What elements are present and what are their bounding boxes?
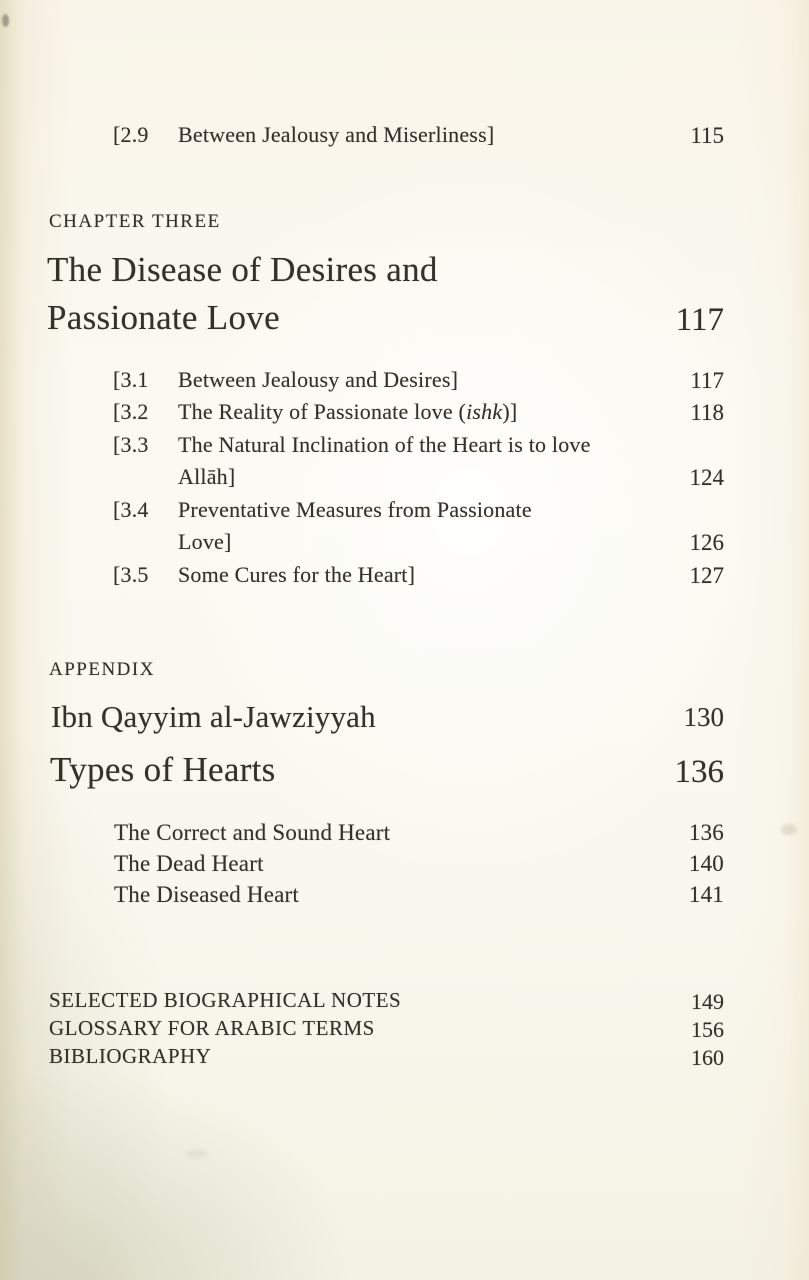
heart-entry-page: 136 — [688, 820, 724, 845]
toc-entry-3-2-title-pre: The Reality of Passionate love ( — [178, 399, 467, 424]
toc-entry-3-2-title — [178, 401, 517, 423]
toc-entry-3-5-page: 127 — [689, 563, 724, 588]
toc-entry-3-4-title-line-1: Preventative Measures from Passionate — [178, 497, 532, 522]
back-matter-title: SELECTED BIOGRAPHICAL NOTES — [49, 988, 402, 1012]
heart-entry-title: The Dead Heart — [114, 851, 264, 876]
toc-entry-2-9-title: Between Jealousy and Miserliness] — [178, 122, 495, 147]
appendix-title: Ibn Qayyim al-Jawziyyah — [51, 699, 376, 734]
toc-entry-3-5-title: Some Cures for the Heart] — [178, 562, 416, 587]
heart-entry-title: The Diseased Heart — [114, 882, 299, 907]
toc-entry-3-3-page: 124 — [689, 465, 724, 490]
toc-entry-2-9-number: [2.9 — [113, 122, 149, 147]
chapter-three-page: 117 — [675, 302, 724, 338]
chapter-three-title-line-2: Passionate Love — [47, 298, 280, 337]
back-matter-page: 156 — [691, 1017, 724, 1042]
back-matter-page: 160 — [691, 1045, 724, 1070]
toc-entry-3-4-page: 126 — [689, 530, 724, 555]
toc-entry-3-2-title-italic-term: ishk — [466, 399, 503, 424]
toc-entry-3-4-number: [3.4 — [113, 497, 149, 522]
back-matter-page: 149 — [691, 989, 724, 1014]
toc-entry-2-9-page: 115 — [690, 123, 724, 148]
toc-entry-3-3-title-line-1: The Natural Inclination of the Heart is to love — [178, 432, 591, 457]
types-of-hearts-title: Types of Hearts — [50, 750, 276, 789]
appendix-label: APPENDIX — [49, 659, 155, 680]
heart-entry-title: The Correct and Sound Heart — [114, 820, 391, 845]
scan-speck — [186, 1150, 208, 1158]
toc-entry-3-5-number: [3.5 — [113, 562, 149, 587]
toc-entry-3-1-number: [3.1 — [113, 367, 149, 392]
toc-entry-3-2-title-post: )] — [502, 399, 518, 424]
toc-entry-3-2-page: 118 — [690, 400, 724, 425]
appendix-page: 130 — [683, 702, 724, 732]
back-matter-title: BIBLIOGRAPHY — [49, 1044, 212, 1068]
heart-entry-page: 141 — [688, 882, 724, 907]
types-of-hearts-page: 136 — [674, 754, 724, 790]
chapter-three-label: CHAPTER THREE — [49, 211, 221, 232]
toc-entry-3-3-title-line-2: Allāh] — [178, 464, 236, 489]
back-matter-title: GLOSSARY FOR ARABIC TERMS — [49, 1016, 375, 1040]
toc-entry-3-3-number: [3.3 — [113, 432, 149, 457]
toc-entry-3-2-number: [3.2 — [113, 399, 149, 424]
toc-entry-3-1-title: Between Jealousy and Desires] — [178, 367, 459, 392]
scan-speck — [781, 824, 797, 835]
scan-speck — [2, 14, 9, 27]
heart-entry-page: 140 — [688, 851, 724, 876]
chapter-three-title-line-1: The Disease of Desires and — [47, 250, 438, 289]
toc-entry-3-1-page: 117 — [690, 368, 724, 393]
toc-entry-3-4-title-line-2: Love] — [178, 529, 232, 554]
